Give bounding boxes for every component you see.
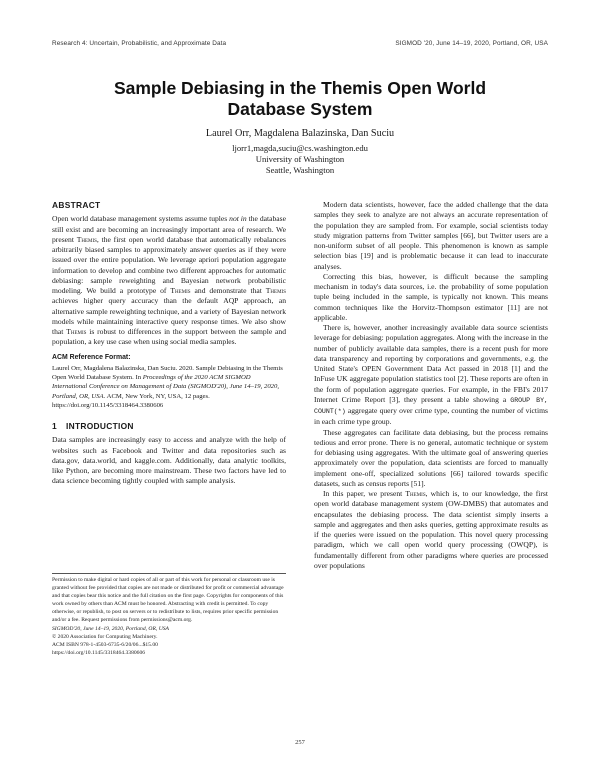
venue-line: SIGMOD'20, June 14–19, 2020, Portland, OR, USA [52,625,169,632]
author-emails: ljorr1,magda,suciu@cs.washington.edu [232,143,368,153]
affiliation-block [52,143,548,177]
abstract-heading: ABSTRACT [52,200,101,210]
sql-code-snippet: GROUP BY, COUNT(*) [314,396,548,415]
isbn-line: ACM ISBN 978-1-4503-6735-6/20/06...$15.00 [52,641,158,648]
body-paragraph: Correcting this bias, however, is difficult because the sampling mechanism in today's data sources, i.e. the probability of some population tuple being included in the sample, is typically not known. This means common techniques like the Horvitz-Thompson estimator [11] are not applicable. [314,271,548,322]
introduction-paragraph: Data samples are increasingly easy to access and analyze with the help of websites such as Facebook and Twitter and data repositories such as data.gov, data.world, and kaggle.com. Additionally, data analytic toolkits, like Python, are becoming more mainstream. These two factors have led to data science becoming tightly coupled with sample analysis. [52,435,286,486]
doi-line: https://doi.org/10.1145/3318464.3380606 [52,649,146,656]
introduction-heading: 1 INTRODUCTION [52,421,134,432]
section-number: 1 [52,421,57,432]
body-paragraph: These aggregates can facilitate data debiasing, but the process remains tedious and error prone. There is no general, automatic technique or system for debiasing using aggregates. With the ultimate goal of answering queries approximately over the population, data scientists are forced to manually implement one-off, specialized solutions [66] tailored towards specific datasets, such as census reports [51]. [314,427,548,488]
body-paragraph: There is, however, another increasingly available data source scientists leverage for debiasing: population aggregates. Along with the increase in the number of publicly available data samples, there is a recent push for more data transparency and reporting by corporations and governments, e.g. the United State's OPEN Government Data Act passed in 2018 [1] and the InFuse UK aggregate population statistics tool [2]. These reports are often in the form of population aggregate queries. For example, in the FBI's 2017 Internet Crime Report [3], they present a table showing a GROUP BY, COUNT(*) aggregate query over crime type, counting the number of victims in each crime type group. [314,323,548,427]
abstract-paragraph: Open world database management systems assume tuples not in the database still exist and are becoming an increasingly important area of research. We present Themis, the first open world database that automatically rebalances arbitrarily biased samples to approximately answer queries as if they were issued over the entire population. We leverage apriori population aggregate information to develop and combine two different approaches for automatic debiasing: sample reweighting and Bayesian network probabilistic modeling. We build a prototype of Themis and demonstrate that Themis achieves higher query accuracy than the default AQP approach, an alternative sample reweighting technique, and a variety of Bayesian network models while maintaining interactive query response times. We also show that Themis is robust to differences in the support between the sample and population, a key use case when using social media samples. [52,214,287,347]
abstract-emphasis: not in [229,214,247,224]
author-institution: University of Washington [255,154,345,165]
acm-reference-text: Laurel Orr, Magdalena Balazinska, Dan Suciu. 2020. Sample Debiasing in the Themis Open World Database System. In Proceedings of the 2020 ACM SIGMOD International Conference on Management of Data (SIGMOD'20), June 14–19, 2020, Portland, OR, USA. ACM, New York, NY, USA, 12 pages. https://doi.org/10.1145/3318464.3380606 [52,364,283,409]
copyright-line: © 2020 Association for Computing Machinery. [52,633,158,640]
system-name: Themis [265,286,286,295]
author-list: Laurel Orr, Magdalena Balazinska, Dan Suciu [205,128,395,139]
body-paragraph: In this paper, we present Themis, which is, to our knowledge, the first open world database management system (OW-DMBS) that automates and encapsulates the debiasing process. The data scientist simply inserts a sample and aggregates and then asks queries, getting approximate results as if the queries were issued on the population. This novel query processing paradigm, which we call open world query processing (OWQP), is fundamentally different from other paradigms where queries are processed over populations [314,489,548,570]
permission-notice: Permission to make digital or hard copies of all or part of this work for personal or classroom use is granted without fee provided that copies are not made or distributed for profit or commercial advantage and that copies bear this notice and the full citation on the first page. Copyrights for components of this work owned by others than ACM must be honored. Abstracting with credit is permitted. To copy otherwise, or republish, to post on servers or to redistribute to lists, requires prior specific permission and/or a fee. Request permissions from permissions@acm.org. [52,577,284,624]
running-header-left: Research 4: Uncertain, Probabilistic, and Approximate Data [52,40,227,47]
paper-title [52,78,548,120]
author-location: Seattle, Washington [265,165,335,176]
right-column [314,200,548,571]
system-name: Themis [405,489,426,498]
page-number: 257 [295,739,305,746]
system-name: Themis [76,234,97,244]
left-column [52,200,286,487]
system-name: Themis [66,327,87,336]
title-line-1: Sample Debiasing in the Themis Open World [113,78,487,98]
system-name: Themis [170,286,191,295]
body-paragraph: Modern data scientists, however, face the added challenge that the data samples they seek to analyze are not always an accurate representation of the population they are sampled from. For example, social scientists today study migration patterns from Twitter samples [66], but Twitter users are a non-uniform subset of all people. This phenomenon is known as sample selection bias [19] and is problematic because it can lead to inaccurate analyses. [314,200,548,271]
acm-reference-heading: ACM Reference Format: [52,353,131,361]
copyright-footnote [52,573,286,657]
title-line-2: Database System [227,99,373,119]
footnote-rule [52,573,286,574]
running-header-right: SIGMOD '20, June 14–19, 2020, Portland, OR, USA [395,40,548,47]
